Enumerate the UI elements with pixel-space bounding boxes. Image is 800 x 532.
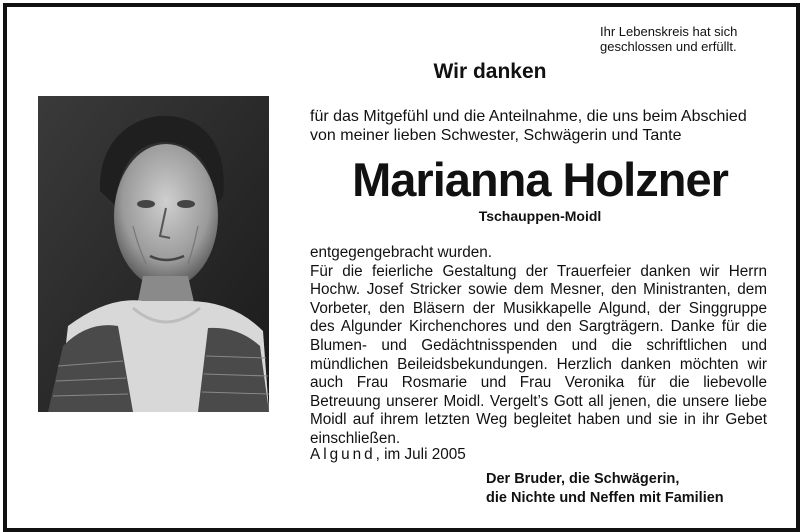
- place: Algund: [310, 446, 376, 463]
- intro-line-1: für das Mitgefühl und die Anteilnahme, die uns beim Abschied: [310, 108, 747, 125]
- signature-line-1: Der Bruder, die Schwägerin,: [486, 471, 680, 487]
- signature-line-2: die Nichte und Neffen mit Familien: [486, 490, 724, 506]
- deceased-nickname: Tschauppen-Moidl: [478, 208, 602, 224]
- motto-line-1: Ihr Lebenskreis hat sich: [600, 24, 738, 39]
- intro-line-2: von meiner lieben Schwester, Schwägerin und Tante: [310, 127, 682, 144]
- motto-line-2: geschlossen und erfüllt.: [600, 39, 737, 54]
- signature: [486, 470, 776, 508]
- intro-text: [310, 107, 770, 145]
- portrait-photo: [38, 96, 269, 412]
- place-date: [310, 446, 466, 464]
- deceased-name: Marianna Holzner: [352, 153, 728, 206]
- body-paragraph: Für die feierliche Gestaltung der Trauerfeier danken wir Herrn Hochw. Josef Stricker sowie dem Mesner, den Ministranten, dem Vorbeter, den Bläsern der Musikkapelle Algund, der Singgruppe des Algunder Kirchenchores und den Sargträgern. Danke für die Blumen- und Gedächtnisspenden und die schriftlichen und mündlichen Beileidsbekundungen. Herzlich danken möchten wir auch Frau Rosmarie und Frau Veronika für die liebevolle Betreuung unserer Moidl. Vergelt’s Gott all jenen, die unsere liebe Moidl auf ihrem letzten Weg begleitet haben und sie in ihr Gebet einschließen.: [310, 262, 767, 447]
- date: , im Juli 2005: [375, 446, 466, 463]
- thanks-body: [310, 244, 767, 449]
- motto: [600, 24, 770, 54]
- body-first-line: entgegengebracht wurden.: [310, 244, 493, 261]
- notice-heading: Wir danken: [433, 60, 547, 83]
